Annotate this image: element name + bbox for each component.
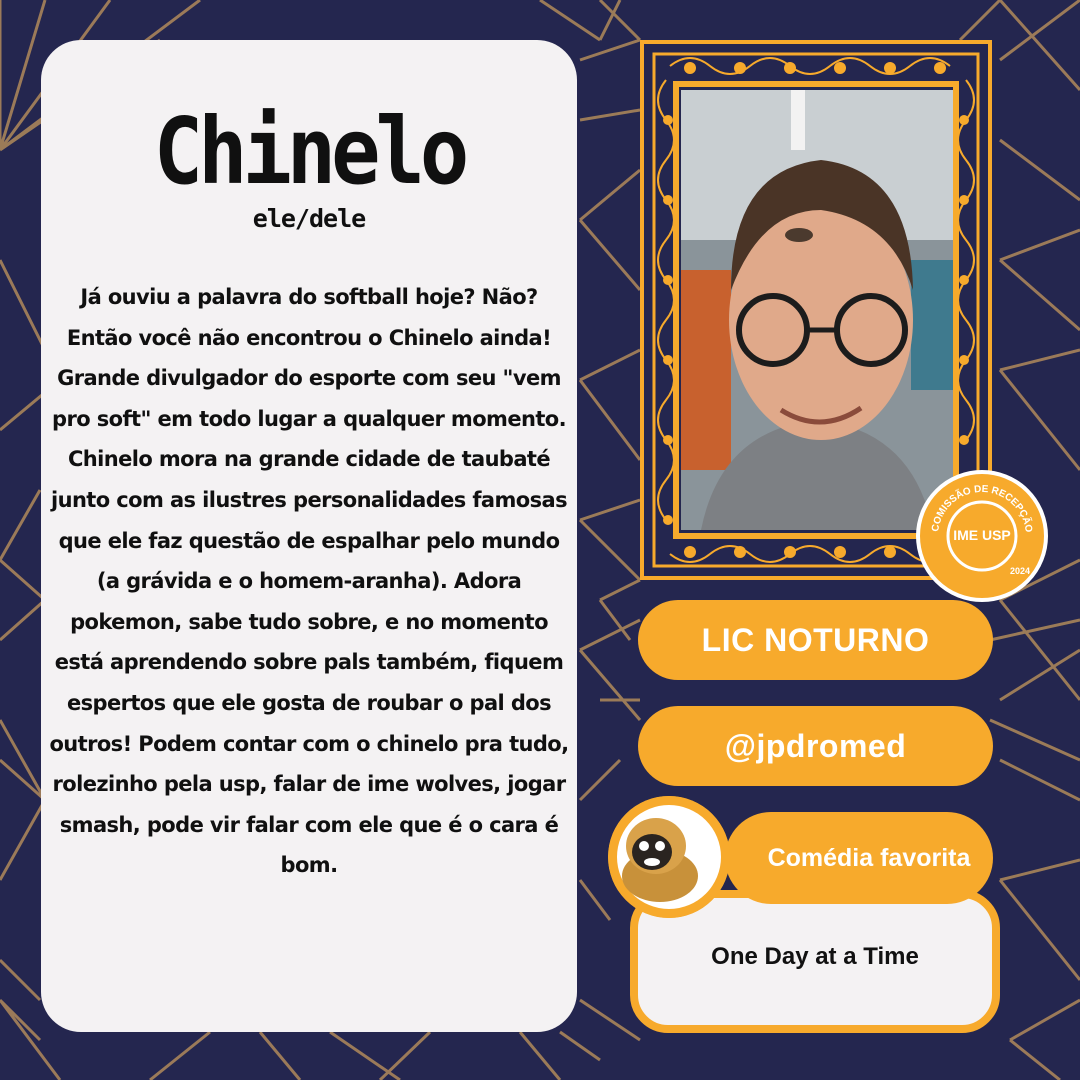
- badge-center-text: IME USP: [953, 527, 1011, 543]
- profile-pronouns: ele/dele: [252, 204, 366, 233]
- badge-emblem: [920, 474, 1044, 598]
- profile-card: [41, 40, 577, 1032]
- monkey-icon: [608, 796, 730, 918]
- course-pill: [638, 600, 993, 680]
- favorite-avatar: [608, 796, 730, 918]
- badge-top-text: COMISSÃO DE RECEPÇÃO: [930, 483, 1034, 534]
- svg-text:COMISSÃO DE RECEPÇÃO: [930, 484, 1034, 534]
- badge-year: 2024: [1009, 566, 1031, 576]
- profile-bio: Já ouviu a palavra do softball hoje? Não? Então você não encontrou o Chinelo ainda! Grande divulgador do esporte com seu "vem pro soft" em todo lugar a qualquer momento. Chinelo mora na grande cidade de taubaté junto com as ilustres personalidades famosas que ele faz questão de espalhar pelo mundo (a grávida e o homem-aranha). Adora pokemon, sabe tudo sobre, e no momento está aprendendo sobre pals também, fiquem espertos que ele gosta de roubar o pal dos outros! Podem contar com o chinelo pra tudo, rolezinho pela usp, falar de ime wolves, jogar smash, pode vir falar com ele que é o cara é bom.: [49, 285, 569, 878]
- profile-photo: [681, 90, 953, 530]
- handle-pill[interactable]: [638, 706, 993, 786]
- favorite-label: Comédia favorita: [767, 843, 971, 872]
- profile-name: Chinelo: [153, 99, 465, 206]
- course-label: LIC NOTURNO: [701, 621, 930, 658]
- handle-label: @jpdromed: [724, 727, 907, 764]
- recepcao-badge: [916, 470, 1048, 602]
- favorite-label-pill: [725, 812, 993, 904]
- favorite-value: One Day at a Time: [711, 943, 919, 970]
- person-photo-illustration: [681, 90, 953, 530]
